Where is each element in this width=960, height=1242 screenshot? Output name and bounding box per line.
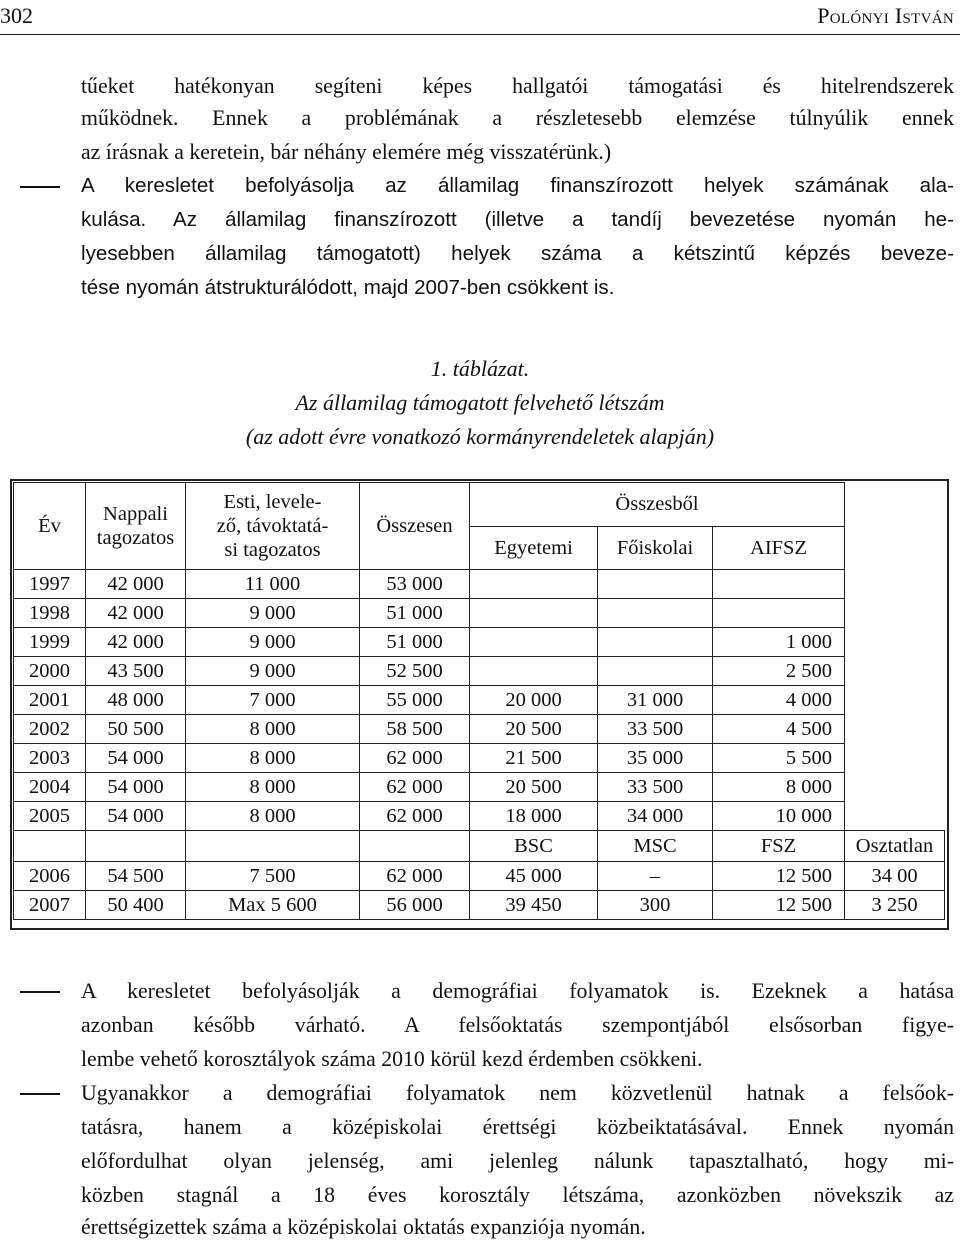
cell-year: 2003: [14, 744, 86, 773]
text-line: A keresletet befolyásolja az államilag finanszírozott helyek számának ala-: [81, 174, 954, 197]
cell: [470, 628, 598, 657]
header-total: Összesen: [360, 483, 470, 570]
blank-cell: [186, 831, 360, 862]
cell: [470, 657, 598, 686]
cell: 3 250: [845, 891, 945, 920]
cell: 5 500: [713, 744, 845, 773]
cell-year: 2007: [14, 891, 86, 920]
cell: 62 000: [360, 862, 470, 891]
text-line: tése nyomán átstrukturálódott, majd 2007-ben csökkent is.: [81, 276, 615, 299]
cell: [598, 599, 713, 628]
cell: 9 000: [186, 628, 360, 657]
cell-year: 2005: [14, 802, 86, 831]
cell: [598, 657, 713, 686]
cell: 54 000: [86, 773, 186, 802]
header-year: Év: [14, 483, 86, 570]
table-row: [14, 715, 945, 744]
cell: Max 5 600: [186, 891, 360, 920]
blank-cell: [86, 831, 186, 862]
page-number: 302: [0, 3, 33, 28]
cell: 50 500: [86, 715, 186, 744]
cell: 48 000: [86, 686, 186, 715]
table-subtitle: (az adott évre vonatkozó kormányrendeletek alapján): [245, 424, 715, 449]
cell: 8 000: [186, 802, 360, 831]
cell: 300: [598, 891, 713, 920]
text-line: lyesebben államilag támogatott) helyek száma a kétszintű képzés beveze-: [81, 242, 954, 265]
cell-year: 1998: [14, 599, 86, 628]
cell: 43 500: [86, 657, 186, 686]
text-line: lembe vehető korosztályok száma 2010 körül kezd érdemben csökkeni.: [81, 1047, 703, 1071]
text-line: működnek. Ennek a problémának a részletesebb elemzése túlnyúlik ennek: [81, 106, 954, 130]
table-row: [14, 599, 945, 628]
cell: 54 500: [86, 862, 186, 891]
header-aifsz: AIFSZ: [713, 526, 845, 570]
cell: 51 000: [360, 628, 470, 657]
cell: 33 500: [598, 773, 713, 802]
cell: 8 000: [713, 773, 845, 802]
cell: 7 500: [186, 862, 360, 891]
cell: 42 000: [86, 628, 186, 657]
table-row: [14, 802, 945, 831]
text-line: az írásnak a keretein, bár néhány elemére még visszatérünk.): [81, 140, 612, 164]
cell: 55 000: [360, 686, 470, 715]
table-row: [14, 744, 945, 773]
text-line: kulása. Az államilag finanszírozott (illetve a tandíj bevezetése nyomán he-: [81, 208, 954, 231]
cell: 42 000: [86, 599, 186, 628]
header-university: Egyetemi: [470, 526, 598, 570]
header-evening: Esti, levele-ző, távoktatá-si tagozatos: [186, 483, 360, 570]
bullet-dash: [20, 186, 60, 188]
blank-cell: [14, 831, 86, 862]
cell: 8 000: [186, 744, 360, 773]
cell: 50 400: [86, 891, 186, 920]
cell: 34 00: [845, 862, 945, 891]
cell-year: 2001: [14, 686, 86, 715]
header-undivided: Osztatlan: [845, 831, 945, 862]
cell: 39 450: [470, 891, 598, 920]
table-row: [14, 686, 945, 715]
cell-year: 1999: [14, 628, 86, 657]
cell: 45 000: [470, 862, 598, 891]
cell: 62 000: [360, 802, 470, 831]
text-line: érettségizettek száma a középiskolai oktatás expanziója nyomán.: [81, 1215, 646, 1239]
cell: 7 000: [186, 686, 360, 715]
running-head: Polónyi István: [817, 3, 954, 28]
text-line: tatásra, hanem a középiskolai érettségi közbeiktatásával. Ennek nyomán: [81, 1115, 954, 1139]
header-day: Nappali tagozatos: [86, 483, 186, 570]
header-bsc: BSC: [470, 831, 598, 862]
table-row: [14, 657, 945, 686]
cell-year: 1997: [14, 570, 86, 599]
cell: 1 000: [713, 628, 845, 657]
cell: 18 000: [470, 802, 598, 831]
text-line: közben stagnál a 18 éves korosztály létszáma, azonközben növekszik az: [81, 1183, 954, 1207]
cell: [470, 599, 598, 628]
table-row: [14, 628, 945, 657]
table-row: [14, 862, 945, 891]
cell: 58 500: [360, 715, 470, 744]
table-title: Az államilag támogatott felvehető létszám: [295, 390, 665, 415]
cell: 20 500: [470, 715, 598, 744]
bullet-dash: [20, 991, 60, 993]
cell: 12 500: [713, 862, 845, 891]
cell-year: 2006: [14, 862, 86, 891]
cell: 8 000: [186, 773, 360, 802]
cell: 11 000: [186, 570, 360, 599]
cell: 20 500: [470, 773, 598, 802]
cell: 52 500: [360, 657, 470, 686]
blank-cell: [360, 831, 470, 862]
cell: 20 000: [470, 686, 598, 715]
cell: 35 000: [598, 744, 713, 773]
table-row: [14, 891, 945, 920]
table-number: 1. táblázat.: [430, 356, 530, 381]
cell: 9 000: [186, 599, 360, 628]
cell: 54 000: [86, 744, 186, 773]
blank-area: [845, 483, 945, 831]
text-line: Ugyanakkor a demográfiai folyamatok nem közvetlenül hatnak a felsőok-: [81, 1081, 954, 1105]
cell: 2 500: [713, 657, 845, 686]
bullet-dash: [20, 1093, 60, 1095]
header-of-which: Összesből: [470, 483, 845, 527]
data-table: [13, 482, 945, 920]
cell: 62 000: [360, 773, 470, 802]
table-row: [14, 570, 945, 599]
cell: [713, 570, 845, 599]
text-line: előfordulhat olyan jelenség, ami jelenleg nálunk tapasztalható, hogy mi-: [81, 1149, 954, 1173]
cell: [470, 570, 598, 599]
cell: 42 000: [86, 570, 186, 599]
cell: 56 000: [360, 891, 470, 920]
table-row: [14, 773, 945, 802]
cell: [713, 599, 845, 628]
cell: 9 000: [186, 657, 360, 686]
cell-year: 2002: [14, 715, 86, 744]
text-line: tűeket hatékonyan segíteni képes hallgatói támogatási és hitelrendszerek: [81, 74, 954, 98]
cell: 4 000: [713, 686, 845, 715]
cell: 54 000: [86, 802, 186, 831]
cell: 34 000: [598, 802, 713, 831]
cell: [598, 570, 713, 599]
cell: 4 500: [713, 715, 845, 744]
cell: 51 000: [360, 599, 470, 628]
header-msc: MSC: [598, 831, 713, 862]
cell: 10 000: [713, 802, 845, 831]
text-line: azonban később várható. A felsőoktatás szempontjából elsősorban figye-: [81, 1013, 954, 1037]
table-subheader-row-2: [14, 831, 945, 862]
cell-year: 2000: [14, 657, 86, 686]
cell: 21 500: [470, 744, 598, 773]
page-header: [0, 0, 960, 35]
table-header-row: [14, 483, 945, 527]
header-college: Főiskolai: [598, 526, 713, 570]
cell: 8 000: [186, 715, 360, 744]
cell: –: [598, 862, 713, 891]
cell: 12 500: [713, 891, 845, 920]
cell: [598, 628, 713, 657]
text-line: A keresletet befolyásolják a demográfiai folyamatok is. Ezeknek a hatása: [81, 979, 954, 1003]
cell: 33 500: [598, 715, 713, 744]
cell: 53 000: [360, 570, 470, 599]
cell: 31 000: [598, 686, 713, 715]
cell: 62 000: [360, 744, 470, 773]
cell-year: 2004: [14, 773, 86, 802]
header-fsz: FSZ: [713, 831, 845, 862]
